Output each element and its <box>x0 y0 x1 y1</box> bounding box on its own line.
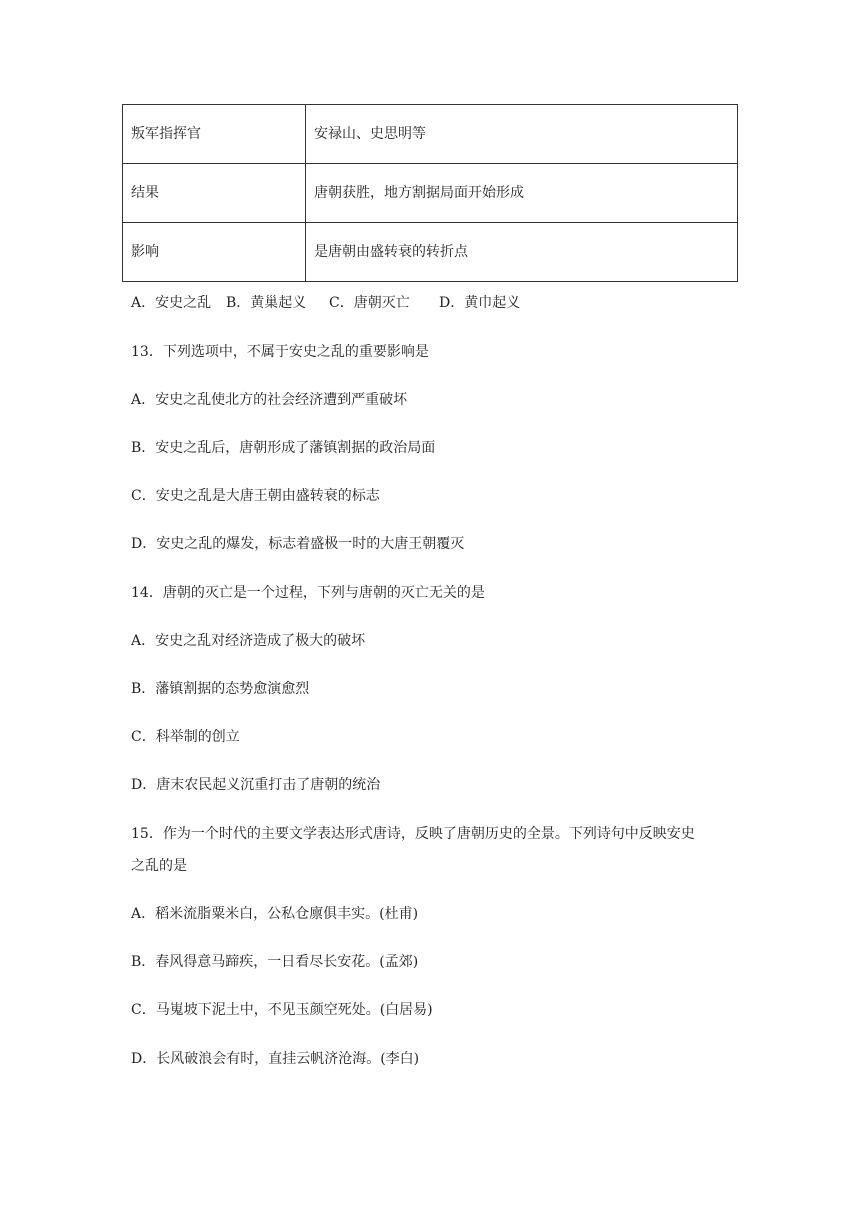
q15-option-c: C．马嵬坡下泥土中，不见玉颜空死处。(白居易) <box>131 1002 433 1018</box>
table-row <box>123 164 738 223</box>
q15-option-a: A．稻米流脂粟米白，公私仓廪俱丰实。(杜甫) <box>131 906 419 922</box>
table-cell-value: 是唐朝由盛转衰的转折点 <box>306 223 738 282</box>
q13-option-c: C．安史之乱是大唐王朝由盛转衰的标志 <box>131 488 380 504</box>
q15-stem-line2: 之乱的是 <box>131 858 187 874</box>
table-row <box>123 105 738 164</box>
info-table <box>122 104 738 282</box>
q14-stem: 14．唐朝的灭亡是一个过程，下列与唐朝的灭亡无关的是 <box>131 585 485 601</box>
q13-option-d: D．安史之乱的爆发，标志着盛极一时的大唐王朝覆灭 <box>131 536 465 552</box>
q12-option-d: D．黄巾起义 <box>439 295 521 311</box>
q14-option-a: A．安史之乱对经济造成了极大的破坏 <box>131 633 366 649</box>
q14-option-c: C．科举制的创立 <box>131 729 240 745</box>
table-cell-value: 安禄山、史思明等 <box>306 105 738 164</box>
q14-option-b: B．藩镇割据的态势愈演愈烈 <box>131 681 310 697</box>
table-cell-label: 结果 <box>123 164 306 223</box>
q12-options <box>131 294 520 312</box>
q12-option-b: B．黄巢起义 <box>226 295 307 311</box>
q12-option-a: A．安史之乱 <box>131 295 212 311</box>
q13-option-a: A．安史之乱使北方的社会经济遭到严重破坏 <box>131 392 408 408</box>
q15-stem-line1: 15．作为一个时代的主要文学表达形式唐诗，反映了唐朝历史的全景。下列诗句中反映安史 <box>131 826 695 842</box>
q15-option-b: B．春风得意马蹄疾，一日看尽长安花。(孟郊) <box>131 954 419 970</box>
table-cell-label: 叛军指挥官 <box>123 105 306 164</box>
q14-option-d: D．唐末农民起义沉重打击了唐朝的统治 <box>131 777 381 793</box>
q12-option-c: C．唐朝灭亡 <box>329 295 410 311</box>
table-cell-label: 影响 <box>123 223 306 282</box>
table-row <box>123 223 738 282</box>
table-cell-value: 唐朝获胜，地方割据局面开始形成 <box>306 164 738 223</box>
q13-stem: 13．下列选项中，不属于安史之乱的重要影响是 <box>131 344 429 360</box>
q13-option-b: B．安史之乱后，唐朝形成了藩镇割据的政治局面 <box>131 440 436 456</box>
q15-option-d: D．长风破浪会有时，直挂云帆济沧海。(李白) <box>131 1051 420 1067</box>
